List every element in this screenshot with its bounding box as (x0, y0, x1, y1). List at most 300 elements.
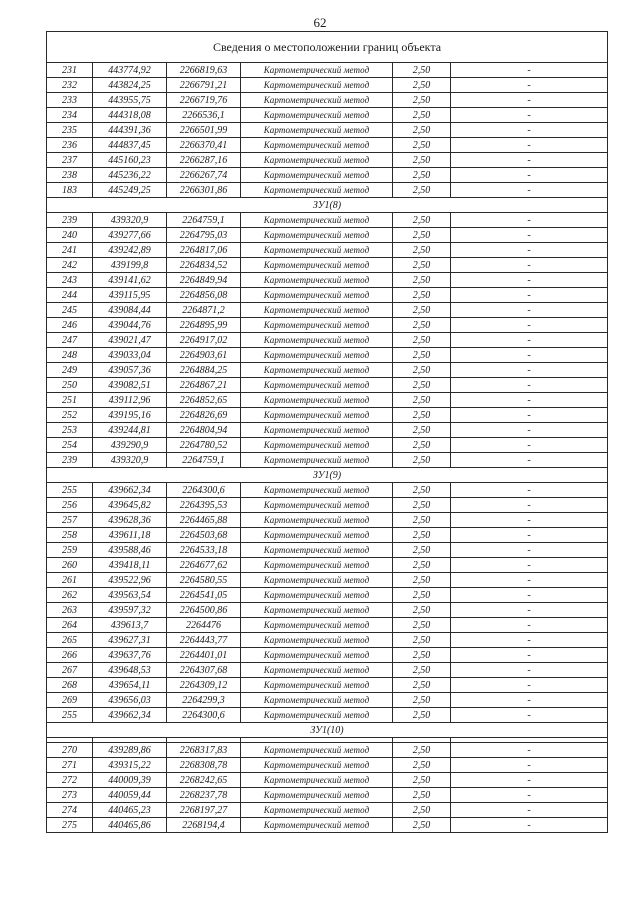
point-number-cell: 257 (47, 513, 93, 528)
x-coordinate-cell: 439648,53 (93, 663, 167, 678)
accuracy-cell: 2,50 (393, 183, 451, 198)
method-cell: Картометрический метод (241, 228, 393, 243)
y-coordinate-cell: 2266301,86 (167, 183, 241, 198)
accuracy-cell: 2,50 (393, 213, 451, 228)
point-number-cell: 262 (47, 588, 93, 603)
x-coordinate-cell: 439199,8 (93, 258, 167, 273)
y-coordinate-cell: 2266719,76 (167, 93, 241, 108)
point-number-cell: 245 (47, 303, 93, 318)
accuracy-cell: 2,50 (393, 588, 451, 603)
note-cell: - (451, 498, 608, 513)
x-coordinate-cell: 439654,11 (93, 678, 167, 693)
point-number-cell: 246 (47, 318, 93, 333)
y-coordinate-cell: 2264849,94 (167, 273, 241, 288)
table-row (47, 438, 608, 453)
note-cell: - (451, 663, 608, 678)
method-cell: Картометрический метод (241, 168, 393, 183)
method-cell: Картометрический метод (241, 273, 393, 288)
x-coordinate-cell: 439645,82 (93, 498, 167, 513)
accuracy-cell: 2,50 (393, 138, 451, 153)
x-coordinate-cell: 439320,9 (93, 453, 167, 468)
table-row (47, 453, 608, 468)
method-cell: Картометрический метод (241, 108, 393, 123)
x-coordinate-cell: 443824,25 (93, 78, 167, 93)
method-cell: Картометрический метод (241, 258, 393, 273)
method-cell: Картометрический метод (241, 743, 393, 758)
point-number-cell: 242 (47, 258, 93, 273)
y-coordinate-cell: 2264309,12 (167, 678, 241, 693)
note-cell: - (451, 303, 608, 318)
point-number-cell: 263 (47, 603, 93, 618)
accuracy-cell: 2,50 (393, 708, 451, 723)
y-coordinate-cell: 2268197,27 (167, 803, 241, 818)
method-cell: Картометрический метод (241, 818, 393, 833)
table-row (47, 573, 608, 588)
point-number-cell: 251 (47, 393, 93, 408)
accuracy-cell: 2,50 (393, 758, 451, 773)
accuracy-cell: 2,50 (393, 258, 451, 273)
point-number-cell: 256 (47, 498, 93, 513)
y-coordinate-cell: 2264307,68 (167, 663, 241, 678)
y-coordinate-cell: 2266287,16 (167, 153, 241, 168)
accuracy-cell: 2,50 (393, 108, 451, 123)
method-cell: Картометрический метод (241, 618, 393, 633)
x-coordinate-cell: 439244,81 (93, 423, 167, 438)
table-row (47, 423, 608, 438)
accuracy-cell: 2,50 (393, 818, 451, 833)
table-row (47, 528, 608, 543)
accuracy-cell: 2,50 (393, 603, 451, 618)
page-number: 62 (313, 15, 327, 30)
note-cell: - (451, 393, 608, 408)
accuracy-cell: 2,50 (393, 773, 451, 788)
accuracy-cell: 2,50 (393, 543, 451, 558)
point-number-cell: 270 (47, 743, 93, 758)
accuracy-cell: 2,50 (393, 648, 451, 663)
method-cell: Картометрический метод (241, 678, 393, 693)
note-cell: - (451, 348, 608, 363)
y-coordinate-cell: 2264804,94 (167, 423, 241, 438)
point-number-cell: 243 (47, 273, 93, 288)
method-cell: Картометрический метод (241, 363, 393, 378)
method-cell: Картометрический метод (241, 378, 393, 393)
accuracy-cell: 2,50 (393, 303, 451, 318)
accuracy-cell: 2,50 (393, 803, 451, 818)
note-cell: - (451, 648, 608, 663)
y-coordinate-cell: 2264895,99 (167, 318, 241, 333)
point-number-cell: 249 (47, 363, 93, 378)
accuracy-cell: 2,50 (393, 513, 451, 528)
x-coordinate-cell: 440009,39 (93, 773, 167, 788)
y-coordinate-cell: 2264917,02 (167, 333, 241, 348)
y-coordinate-cell: 2264299,3 (167, 693, 241, 708)
note-cell: - (451, 453, 608, 468)
point-number-cell: 237 (47, 153, 93, 168)
x-coordinate-cell: 439082,51 (93, 378, 167, 393)
point-number-cell: 232 (47, 78, 93, 93)
y-coordinate-cell: 2264300,6 (167, 483, 241, 498)
y-coordinate-cell: 2264503,68 (167, 528, 241, 543)
accuracy-cell: 2,50 (393, 123, 451, 138)
y-coordinate-cell: 2264852,65 (167, 393, 241, 408)
note-cell: - (451, 788, 608, 803)
accuracy-cell: 2,50 (393, 243, 451, 258)
note-cell: - (451, 818, 608, 833)
x-coordinate-cell: 439141,62 (93, 273, 167, 288)
method-cell: Картометрический метод (241, 243, 393, 258)
method-cell: Картометрический метод (241, 663, 393, 678)
y-coordinate-cell: 2268237,78 (167, 788, 241, 803)
note-cell: - (451, 183, 608, 198)
table-row (47, 138, 608, 153)
point-number-cell: 275 (47, 818, 93, 833)
x-coordinate-cell: 440465,86 (93, 818, 167, 833)
method-cell: Картометрический метод (241, 123, 393, 138)
method-cell: Картометрический метод (241, 803, 393, 818)
note-cell: - (451, 678, 608, 693)
note-cell: - (451, 138, 608, 153)
accuracy-cell: 2,50 (393, 363, 451, 378)
note-cell: - (451, 603, 608, 618)
point-number-cell: 261 (47, 573, 93, 588)
table-row (47, 408, 608, 423)
accuracy-cell: 2,50 (393, 423, 451, 438)
accuracy-cell: 2,50 (393, 693, 451, 708)
method-cell: Картометрический метод (241, 588, 393, 603)
y-coordinate-cell: 2264884,25 (167, 363, 241, 378)
accuracy-cell: 2,50 (393, 498, 451, 513)
accuracy-cell: 2,50 (393, 378, 451, 393)
point-number-cell: 258 (47, 528, 93, 543)
table-row (47, 333, 608, 348)
table-row (47, 483, 608, 498)
table-row (47, 678, 608, 693)
y-coordinate-cell: 2264759,1 (167, 453, 241, 468)
y-coordinate-cell: 2264817,06 (167, 243, 241, 258)
accuracy-cell: 2,50 (393, 408, 451, 423)
method-cell: Картометрический метод (241, 393, 393, 408)
accuracy-cell: 2,50 (393, 743, 451, 758)
table-row (47, 63, 608, 78)
point-number-cell: 272 (47, 773, 93, 788)
y-coordinate-cell: 2264826,69 (167, 408, 241, 423)
note-cell: - (451, 378, 608, 393)
y-coordinate-cell: 2264795,03 (167, 228, 241, 243)
point-number-cell: 234 (47, 108, 93, 123)
table-row (47, 618, 608, 633)
table-row (47, 588, 608, 603)
x-coordinate-cell: 439418,11 (93, 558, 167, 573)
x-coordinate-cell: 439611,18 (93, 528, 167, 543)
table-row (47, 213, 608, 228)
y-coordinate-cell: 2264580,55 (167, 573, 241, 588)
note-cell: - (451, 63, 608, 78)
x-coordinate-cell: 439315,22 (93, 758, 167, 773)
section-row (47, 723, 608, 738)
y-coordinate-cell: 2266370,41 (167, 138, 241, 153)
x-coordinate-cell: 439522,96 (93, 573, 167, 588)
y-coordinate-cell: 2264395,53 (167, 498, 241, 513)
method-cell: Картометрический метод (241, 318, 393, 333)
note-cell: - (451, 743, 608, 758)
x-coordinate-cell: 444391,36 (93, 123, 167, 138)
boundary-coordinates-table (46, 31, 608, 833)
method-cell: Картометрический метод (241, 603, 393, 618)
method-cell: Картометрический метод (241, 543, 393, 558)
table-row (47, 803, 608, 818)
accuracy-cell: 2,50 (393, 573, 451, 588)
method-cell: Картометрический метод (241, 78, 393, 93)
y-coordinate-cell: 2264500,86 (167, 603, 241, 618)
accuracy-cell: 2,50 (393, 93, 451, 108)
note-cell: - (451, 333, 608, 348)
note-cell: - (451, 423, 608, 438)
point-number-cell: 239 (47, 213, 93, 228)
point-number-cell: 260 (47, 558, 93, 573)
accuracy-cell: 2,50 (393, 393, 451, 408)
point-number-cell: 236 (47, 138, 93, 153)
point-number-cell: 233 (47, 93, 93, 108)
x-coordinate-cell: 439628,36 (93, 513, 167, 528)
accuracy-cell: 2,50 (393, 678, 451, 693)
method-cell: Картометрический метод (241, 633, 393, 648)
note-cell: - (451, 528, 608, 543)
point-number-cell: 239 (47, 453, 93, 468)
note-cell: - (451, 758, 608, 773)
point-number-cell: 250 (47, 378, 93, 393)
note-cell: - (451, 318, 608, 333)
point-number-cell: 264 (47, 618, 93, 633)
note-cell: - (451, 438, 608, 453)
x-coordinate-cell: 445249,25 (93, 183, 167, 198)
point-number-cell: 248 (47, 348, 93, 363)
table-row (47, 93, 608, 108)
point-number-cell: 271 (47, 758, 93, 773)
note-cell: - (451, 543, 608, 558)
x-coordinate-cell: 444318,08 (93, 108, 167, 123)
note-cell: - (451, 213, 608, 228)
method-cell: Картометрический метод (241, 333, 393, 348)
note-cell: - (451, 273, 608, 288)
method-cell: Картометрический метод (241, 483, 393, 498)
table-row (47, 393, 608, 408)
point-number-cell: 267 (47, 663, 93, 678)
x-coordinate-cell: 439662,34 (93, 708, 167, 723)
point-number-cell: 247 (47, 333, 93, 348)
table-row (47, 348, 608, 363)
accuracy-cell: 2,50 (393, 153, 451, 168)
accuracy-cell: 2,50 (393, 273, 451, 288)
x-coordinate-cell: 439242,89 (93, 243, 167, 258)
x-coordinate-cell: 439613,7 (93, 618, 167, 633)
note-cell: - (451, 773, 608, 788)
accuracy-cell: 2,50 (393, 168, 451, 183)
method-cell: Картометрический метод (241, 348, 393, 363)
x-coordinate-cell: 439563,54 (93, 588, 167, 603)
method-cell: Картометрический метод (241, 153, 393, 168)
method-cell: Картометрический метод (241, 63, 393, 78)
table-row (47, 228, 608, 243)
note-cell: - (451, 243, 608, 258)
method-cell: Картометрический метод (241, 758, 393, 773)
point-number-cell: 259 (47, 543, 93, 558)
point-number-cell: 244 (47, 288, 93, 303)
table-row (47, 513, 608, 528)
table-row (47, 108, 608, 123)
accuracy-cell: 2,50 (393, 333, 451, 348)
note-cell: - (451, 258, 608, 273)
table-row (47, 168, 608, 183)
table-row (47, 788, 608, 803)
table-row (47, 498, 608, 513)
accuracy-cell: 2,50 (393, 788, 451, 803)
y-coordinate-cell: 2264834,52 (167, 258, 241, 273)
method-cell: Картометрический метод (241, 573, 393, 588)
x-coordinate-cell: 439021,47 (93, 333, 167, 348)
method-cell: Картометрический метод (241, 708, 393, 723)
note-cell: - (451, 588, 608, 603)
point-number-cell: 183 (47, 183, 93, 198)
x-coordinate-cell: 444837,45 (93, 138, 167, 153)
table-row (47, 773, 608, 788)
point-number-cell: 240 (47, 228, 93, 243)
accuracy-cell: 2,50 (393, 453, 451, 468)
point-number-cell: 273 (47, 788, 93, 803)
x-coordinate-cell: 439662,34 (93, 483, 167, 498)
accuracy-cell: 2,50 (393, 663, 451, 678)
x-coordinate-cell: 439044,76 (93, 318, 167, 333)
note-cell: - (451, 108, 608, 123)
method-cell: Картометрический метод (241, 558, 393, 573)
y-coordinate-cell: 2264465,88 (167, 513, 241, 528)
x-coordinate-cell: 439290,9 (93, 438, 167, 453)
point-number-cell: 238 (47, 168, 93, 183)
method-cell: Картометрический метод (241, 408, 393, 423)
method-cell: Картометрический метод (241, 438, 393, 453)
method-cell: Картометрический метод (241, 93, 393, 108)
table-row (47, 693, 608, 708)
y-coordinate-cell: 2264677,62 (167, 558, 241, 573)
point-number-cell: 252 (47, 408, 93, 423)
note-cell: - (451, 153, 608, 168)
accuracy-cell: 2,50 (393, 348, 451, 363)
x-coordinate-cell: 443955,75 (93, 93, 167, 108)
table-row (47, 288, 608, 303)
y-coordinate-cell: 2264443,77 (167, 633, 241, 648)
method-cell: Картометрический метод (241, 788, 393, 803)
x-coordinate-cell: 439637,76 (93, 648, 167, 663)
y-coordinate-cell: 2264871,2 (167, 303, 241, 318)
note-cell: - (451, 693, 608, 708)
point-number-cell: 266 (47, 648, 93, 663)
table-row (47, 273, 608, 288)
x-coordinate-cell: 439320,9 (93, 213, 167, 228)
table-row (47, 663, 608, 678)
y-coordinate-cell: 2268308,78 (167, 758, 241, 773)
method-cell: Картометрический метод (241, 773, 393, 788)
point-number-cell: 274 (47, 803, 93, 818)
y-coordinate-cell: 2268194,4 (167, 818, 241, 833)
y-coordinate-cell: 2264300,6 (167, 708, 241, 723)
section-row (47, 468, 608, 483)
note-cell: - (451, 408, 608, 423)
y-coordinate-cell: 2266267,74 (167, 168, 241, 183)
table-row (47, 633, 608, 648)
table-title: Сведения о местоположении границ объекта (47, 32, 608, 63)
note-cell: - (451, 363, 608, 378)
y-coordinate-cell: 2264401,01 (167, 648, 241, 663)
table-title-row (47, 32, 608, 63)
table-row (47, 153, 608, 168)
table-row (47, 378, 608, 393)
method-cell: Картометрический метод (241, 423, 393, 438)
method-cell: Картометрический метод (241, 303, 393, 318)
table-row (47, 318, 608, 333)
table-row (47, 743, 608, 758)
y-coordinate-cell: 2264476 (167, 618, 241, 633)
table-row (47, 183, 608, 198)
table-row (47, 818, 608, 833)
point-number-cell: 231 (47, 63, 93, 78)
point-number-cell: 235 (47, 123, 93, 138)
table-row (47, 363, 608, 378)
table-row (47, 243, 608, 258)
note-cell: - (451, 123, 608, 138)
point-number-cell: 255 (47, 708, 93, 723)
table-row (47, 543, 608, 558)
x-coordinate-cell: 439112,96 (93, 393, 167, 408)
method-cell: Картометрический метод (241, 498, 393, 513)
x-coordinate-cell: 443774,92 (93, 63, 167, 78)
accuracy-cell: 2,50 (393, 633, 451, 648)
point-number-cell: 254 (47, 438, 93, 453)
accuracy-cell: 2,50 (393, 78, 451, 93)
table-row (47, 303, 608, 318)
accuracy-cell: 2,50 (393, 288, 451, 303)
x-coordinate-cell: 439588,46 (93, 543, 167, 558)
method-cell: Картометрический метод (241, 288, 393, 303)
note-cell: - (451, 633, 608, 648)
note-cell: - (451, 93, 608, 108)
note-cell: - (451, 78, 608, 93)
method-cell: Картометрический метод (241, 213, 393, 228)
accuracy-cell: 2,50 (393, 618, 451, 633)
y-coordinate-cell: 2266819,63 (167, 63, 241, 78)
accuracy-cell: 2,50 (393, 483, 451, 498)
table-row (47, 123, 608, 138)
accuracy-cell: 2,50 (393, 228, 451, 243)
x-coordinate-cell: 445236,22 (93, 168, 167, 183)
x-coordinate-cell: 440059,44 (93, 788, 167, 803)
method-cell: Картометрический метод (241, 513, 393, 528)
note-cell: - (451, 483, 608, 498)
method-cell: Картометрический метод (241, 648, 393, 663)
point-number-cell: 241 (47, 243, 93, 258)
x-coordinate-cell: 440465,23 (93, 803, 167, 818)
y-coordinate-cell: 2268317,83 (167, 743, 241, 758)
method-cell: Картометрический метод (241, 138, 393, 153)
y-coordinate-cell: 2264759,1 (167, 213, 241, 228)
section-row (47, 198, 608, 213)
x-coordinate-cell: 439597,32 (93, 603, 167, 618)
x-coordinate-cell: 445160,23 (93, 153, 167, 168)
x-coordinate-cell: 439195,16 (93, 408, 167, 423)
note-cell: - (451, 618, 608, 633)
point-number-cell: 253 (47, 423, 93, 438)
note-cell: - (451, 708, 608, 723)
method-cell: Картометрический метод (241, 693, 393, 708)
accuracy-cell: 2,50 (393, 558, 451, 573)
